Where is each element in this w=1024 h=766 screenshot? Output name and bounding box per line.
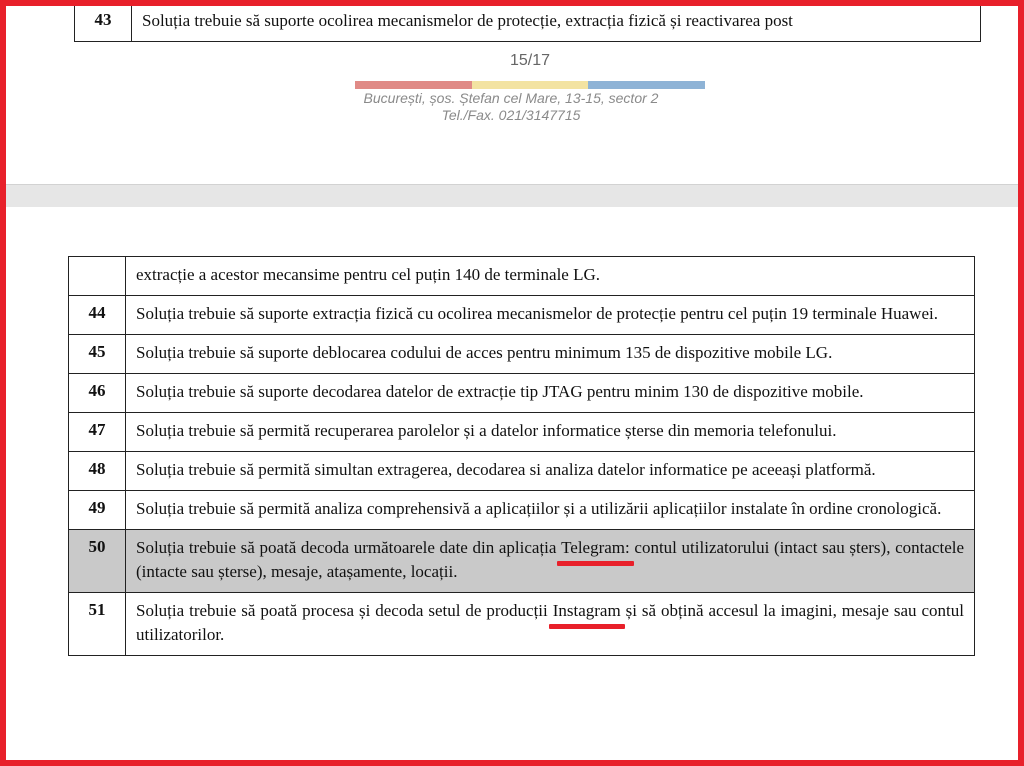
- requirements-table-top: [74, 0, 981, 42]
- table-row-highlighted: [69, 530, 975, 593]
- row-number: 45: [69, 335, 126, 374]
- color-bar-yellow: [472, 81, 589, 89]
- table-row: [69, 335, 975, 374]
- address-line: București, șos. Ștefan cel Mare, 13-15, sector 2: [363, 90, 659, 106]
- row-text: Soluția trebuie să suporte ocolirea mecanismelor de protecție, extracția fizică și reactivarea post: [132, 1, 981, 42]
- table-row: [69, 452, 975, 491]
- telegram-term: Telegram:: [561, 538, 630, 557]
- row-text: Soluția trebuie să permită simultan extragerea, decodarea si analiza datelor informatice pe aceeași platformă.: [126, 452, 975, 491]
- text-segment: și să obțină accesul la imagini, mesaje sau contul utilizatorilor.: [136, 601, 964, 644]
- row-number: 44: [69, 296, 126, 335]
- row-number: 46: [69, 374, 126, 413]
- red-underline-mark: [557, 561, 634, 566]
- row-number: 49: [69, 491, 126, 530]
- row-number-empty: [69, 257, 126, 296]
- row-number: 43: [75, 1, 132, 42]
- table-row: [69, 491, 975, 530]
- requirements-table: [68, 256, 975, 656]
- page-number: 15/17: [509, 52, 551, 69]
- row-number: 50: [69, 530, 126, 593]
- underlined-term: [561, 536, 630, 560]
- table-row: [69, 413, 975, 452]
- footer-address: [346, 90, 676, 124]
- table-row: [69, 374, 975, 413]
- page-separator: [6, 184, 1018, 208]
- row-text: Soluția trebuie să suporte decodarea datelor de extracție tip JTAG pentru minim 130 de dispozitive mobile.: [126, 374, 975, 413]
- row-number: 47: [69, 413, 126, 452]
- table-row: [69, 257, 975, 296]
- red-underline-mark: [549, 624, 625, 629]
- table-row: [69, 593, 975, 656]
- footer-color-bar: [355, 81, 705, 89]
- row-text: [126, 593, 975, 656]
- row-text: Soluția trebuie să suporte extracția fizică cu ocolirea mecanismelor de protecție pentru cel puțin 19 terminale Huawei.: [126, 296, 975, 335]
- text-segment: Soluția trebuie să poată procesa și decoda setul de producții: [136, 601, 553, 620]
- table-row: [69, 296, 975, 335]
- underlined-term: [553, 599, 621, 623]
- text-segment: contul utilizatorului (intact sau șters), contactele (intacte sau șterse), mesaje, atașamente, locații.: [136, 538, 965, 581]
- row-text: extracție a acestor mecansime pentru cel puțin 140 de terminale LG.: [126, 257, 975, 296]
- row-text: Soluția trebuie să permită analiza comprehensivă a aplicațiilor și a utilizării aplicațiilor instalate în ordine cronologică.: [126, 491, 975, 530]
- row-text: [126, 530, 975, 593]
- row-text: Soluția trebuie să suporte deblocarea codului de acces pentru minimum 135 de dispozitive mobile LG.: [126, 335, 975, 374]
- phone-line: Tel./Fax. 021/3147715: [441, 107, 581, 123]
- color-bar-blue: [588, 81, 705, 89]
- row-number: 51: [69, 593, 126, 656]
- row-number: 48: [69, 452, 126, 491]
- row-text: Soluția trebuie să permită recuperarea parolelor și a datelor informatice șterse din memoria telefonului.: [126, 413, 975, 452]
- document-page-15: [6, 0, 1018, 184]
- instagram-term: Instagram: [552, 601, 621, 620]
- color-bar-red: [355, 81, 472, 89]
- table-row: [75, 1, 981, 42]
- text-segment: Soluția trebuie să poată decoda următoarele date din aplicația: [136, 538, 562, 557]
